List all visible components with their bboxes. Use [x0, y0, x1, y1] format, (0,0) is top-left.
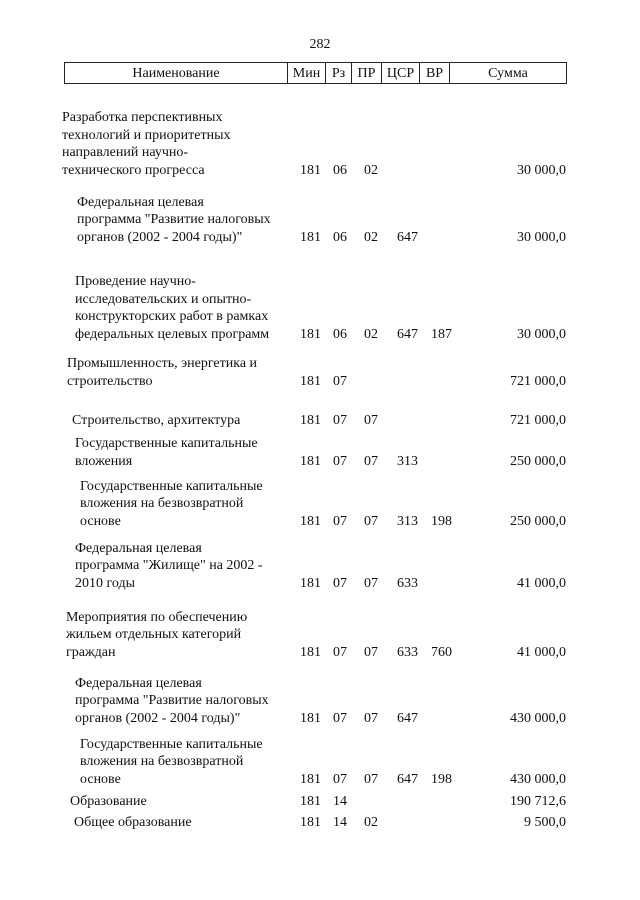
- row-name: [66, 609, 298, 662]
- row-sum: 430 000,0: [510, 710, 566, 726]
- row-csr: 313: [397, 513, 418, 529]
- row-min: 181: [300, 513, 321, 529]
- header-min: Мин: [287, 63, 325, 83]
- row-name: [77, 194, 309, 247]
- row-name-line: Разработка перспективных: [62, 110, 223, 125]
- row-pr: 07: [364, 575, 378, 591]
- row-name-line: федеральных целевых программ: [75, 326, 270, 342]
- row-csr: 647: [397, 229, 418, 245]
- row-rz: 07: [333, 373, 347, 389]
- row-rz: 07: [333, 644, 347, 660]
- row-rz: 06: [333, 162, 347, 178]
- row-rz: 07: [333, 575, 347, 591]
- row-sum: 721 000,0: [510, 373, 566, 389]
- header-rz: Рз: [325, 63, 351, 83]
- row-sum: 190 712,6: [510, 793, 566, 809]
- row-name: [80, 736, 312, 789]
- row-name-line: технического прогресса: [62, 162, 205, 178]
- row-sum: 250 000,0: [510, 513, 566, 529]
- row-pr: 02: [364, 814, 378, 830]
- page-number: 282: [309, 37, 331, 52]
- row-csr: 633: [397, 575, 418, 591]
- table-row: [0, 412, 640, 430]
- row-name-line: Государственные капитальные: [80, 478, 263, 494]
- row-name: [72, 412, 304, 430]
- table-row: [0, 540, 640, 593]
- row-sum: 30 000,0: [517, 162, 566, 178]
- table-row: [0, 194, 640, 247]
- row-name: [75, 540, 307, 593]
- table-row: [0, 273, 640, 343]
- row-rz: 07: [333, 710, 347, 726]
- row-min: 181: [300, 771, 321, 787]
- row-name: [75, 273, 307, 343]
- row-pr: 07: [364, 644, 378, 660]
- row-min: 181: [300, 575, 321, 591]
- row-name-line: Федеральная целевая: [75, 675, 202, 691]
- row-pr: 02: [364, 326, 378, 342]
- row-csr: 647: [397, 771, 418, 787]
- row-rz: 07: [333, 771, 347, 787]
- row-name-line: 2010 годы: [75, 575, 136, 591]
- row-name-line: основе: [80, 771, 121, 787]
- row-rz: 14: [333, 814, 347, 830]
- row-name-line: вложения: [75, 453, 133, 469]
- row-sum: 430 000,0: [510, 771, 566, 787]
- table-row: [0, 109, 640, 179]
- row-name: [67, 355, 299, 390]
- row-name-line: Строительство, архитектура: [72, 412, 241, 428]
- row-vr: 198: [431, 771, 452, 787]
- row-name-line: Государственные капитальные: [75, 436, 258, 451]
- row-name-line: программа "Развитие налоговых: [77, 212, 271, 227]
- table-row: [0, 609, 640, 662]
- row-name-line: Образование: [70, 793, 147, 809]
- row-name-line: Мероприятия по обеспечению: [66, 609, 248, 625]
- row-sum: 721 000,0: [510, 412, 566, 428]
- row-name-line: Федеральная целевая: [77, 194, 204, 210]
- row-min: 181: [300, 326, 321, 342]
- row-rz: 07: [333, 513, 347, 529]
- row-name: [80, 478, 312, 531]
- row-rz: 14: [333, 793, 347, 809]
- row-name-line: Федеральная целевая: [75, 540, 202, 556]
- row-name-line: основе: [80, 513, 121, 529]
- header-pr: ПР: [351, 63, 381, 83]
- row-vr: 198: [431, 513, 452, 529]
- row-name-line: Проведение научно-: [75, 274, 196, 289]
- row-min: 181: [300, 793, 321, 809]
- row-min: 181: [300, 229, 321, 245]
- row-name-line: Государственные капитальные: [80, 736, 263, 752]
- table-row: [0, 435, 640, 470]
- row-name-line: органов (2002 - 2004 годы)": [75, 710, 241, 726]
- row-name-line: программа "Развитие налоговых: [75, 693, 269, 708]
- table-row: [0, 675, 640, 728]
- row-pr: 07: [364, 710, 378, 726]
- row-pr: 07: [364, 453, 378, 469]
- row-rz: 06: [333, 229, 347, 245]
- row-csr: 647: [397, 326, 418, 342]
- row-csr: 647: [397, 710, 418, 726]
- row-name-line: строительство: [67, 373, 153, 389]
- row-pr: 07: [364, 513, 378, 529]
- row-sum: 30 000,0: [517, 326, 566, 342]
- header-vr: ВР: [419, 63, 449, 83]
- row-rz: 07: [333, 453, 347, 469]
- row-name: [75, 675, 307, 728]
- row-min: 181: [300, 412, 321, 428]
- row-min: 181: [300, 162, 321, 178]
- row-pr: 07: [364, 412, 378, 428]
- row-name-line: вложения на безвозвратной: [80, 754, 244, 769]
- row-name: [70, 793, 302, 811]
- table-row: [0, 793, 640, 811]
- row-name: [75, 435, 307, 470]
- table-row: [0, 478, 640, 531]
- table-row: [0, 736, 640, 789]
- row-min: 181: [300, 644, 321, 660]
- row-name-line: граждан: [66, 644, 116, 660]
- row-min: 181: [300, 710, 321, 726]
- row-csr: 633: [397, 644, 418, 660]
- row-vr: 760: [431, 644, 452, 660]
- row-sum: 250 000,0: [510, 453, 566, 469]
- row-name-line: Промышленность, энергетика и: [67, 356, 258, 371]
- row-pr: 02: [364, 162, 378, 178]
- row-name-line: исследовательских и опытно-: [75, 291, 252, 307]
- header-sum: Сумма: [449, 63, 566, 83]
- table-row: [0, 355, 640, 390]
- row-min: 181: [300, 453, 321, 469]
- row-name-line: программа "Жилище" на 2002 -: [75, 558, 263, 573]
- row-name: [74, 814, 306, 832]
- table-row: [0, 814, 640, 832]
- row-sum: 41 000,0: [517, 644, 566, 660]
- row-min: 181: [300, 814, 321, 830]
- row-name-line: конструкторских работ в рамках: [75, 309, 269, 324]
- row-min: 181: [300, 373, 321, 389]
- row-name-line: Общее образование: [74, 814, 192, 830]
- row-pr: 02: [364, 229, 378, 245]
- row-rz: 06: [333, 326, 347, 342]
- row-name-line: вложения на безвозвратной: [80, 496, 244, 511]
- header-csr: ЦСР: [381, 63, 419, 83]
- row-vr: 187: [431, 326, 452, 342]
- row-name-line: технологий и приоритетных: [62, 127, 231, 143]
- row-csr: 313: [397, 453, 418, 469]
- row-rz: 07: [333, 412, 347, 428]
- row-pr: 07: [364, 771, 378, 787]
- table-header: [64, 62, 567, 84]
- row-sum: 41 000,0: [517, 575, 566, 591]
- row-name-line: органов (2002 - 2004 годы)": [77, 229, 243, 245]
- row-sum: 9 500,0: [524, 814, 566, 830]
- row-name: [62, 109, 294, 179]
- row-sum: 30 000,0: [517, 229, 566, 245]
- header-name: Наименование: [132, 65, 220, 81]
- row-name-line: направлений научно-: [62, 145, 189, 160]
- row-name-line: жильем отдельных категорий: [66, 627, 242, 642]
